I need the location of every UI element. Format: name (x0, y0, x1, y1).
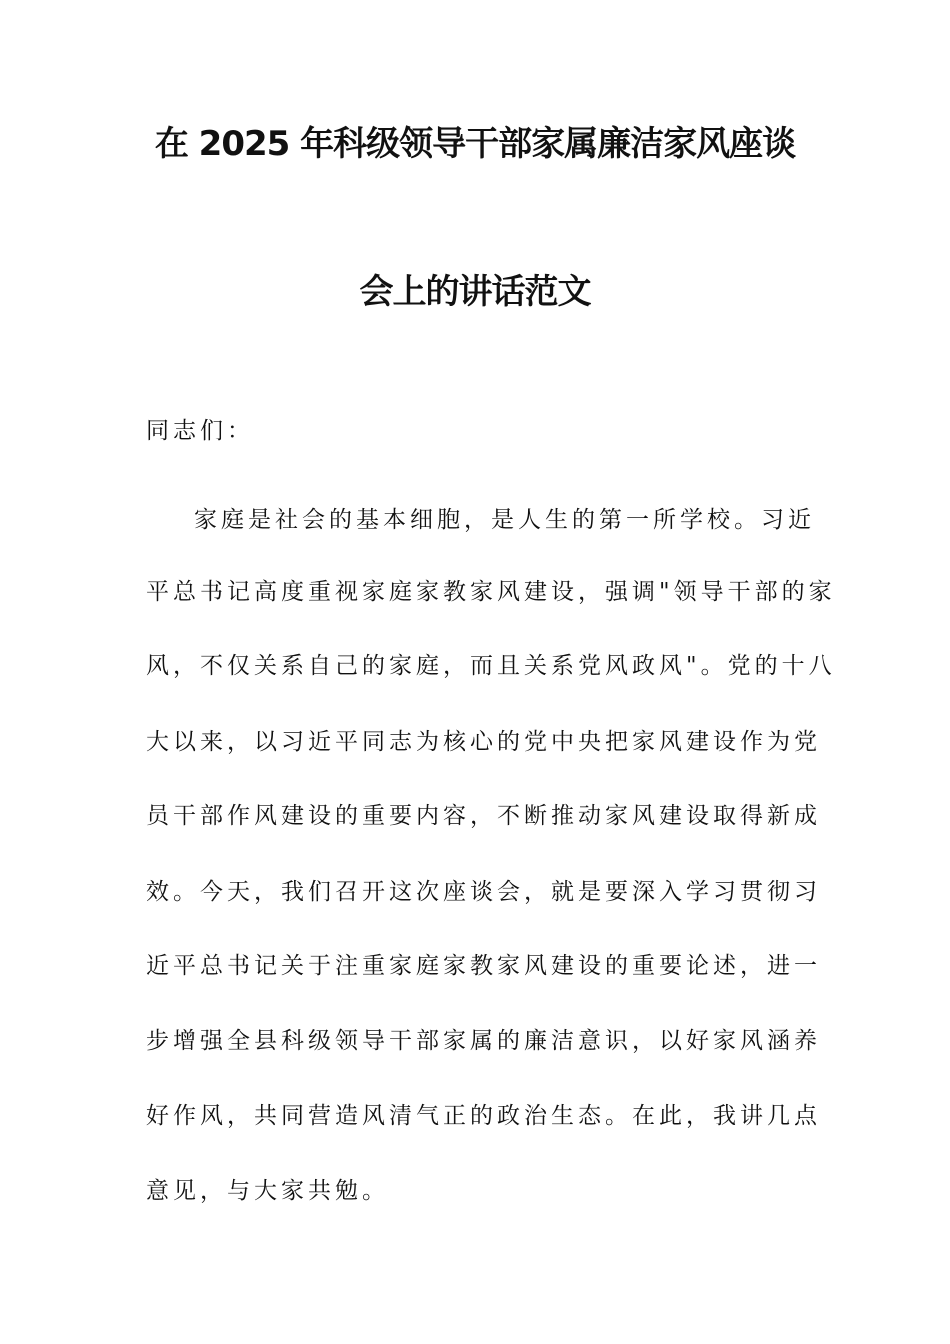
paragraph-line-1: 家庭是社会的基本细胞，是人生的第一所学校。习近 (194, 507, 815, 533)
paragraph-line-4: 大以来，以习近平同志为核心的党中央把家风建设作为党 (146, 729, 821, 755)
document-title-line-2: 会上的讲话范文 (359, 272, 591, 312)
paragraph-line-2: 平总书记高度重视家庭家教家风建设，强调"领导干部的家 (146, 579, 836, 605)
paragraph-line-5: 员干部作风建设的重要内容，不断推动家风建设取得新成 (146, 803, 821, 829)
paragraph-line-3: 风，不仅关系自己的家庭，而且关系党风政风"。党的十八 (146, 653, 836, 679)
document-title-line-1: 在 2025 年科级领导干部家属廉洁家风座谈 (154, 124, 796, 164)
paragraph-line-8: 步增强全县科级领导干部家属的廉洁意识，以好家风涵养 (146, 1028, 821, 1054)
paragraph-line-9: 好作风，共同营造风清气正的政治生态。在此，我讲几点 (146, 1103, 821, 1129)
paragraph-line-10: 意见，与大家共勉。 (146, 1178, 389, 1204)
paragraph-line-6: 效。今天，我们召开这次座谈会，就是要深入学习贯彻习 (146, 879, 821, 905)
paragraph-line-7: 近平总书记关于注重家庭家教家风建设的重要论述，进一 (146, 953, 821, 979)
salutation: 同志们： (146, 418, 254, 444)
